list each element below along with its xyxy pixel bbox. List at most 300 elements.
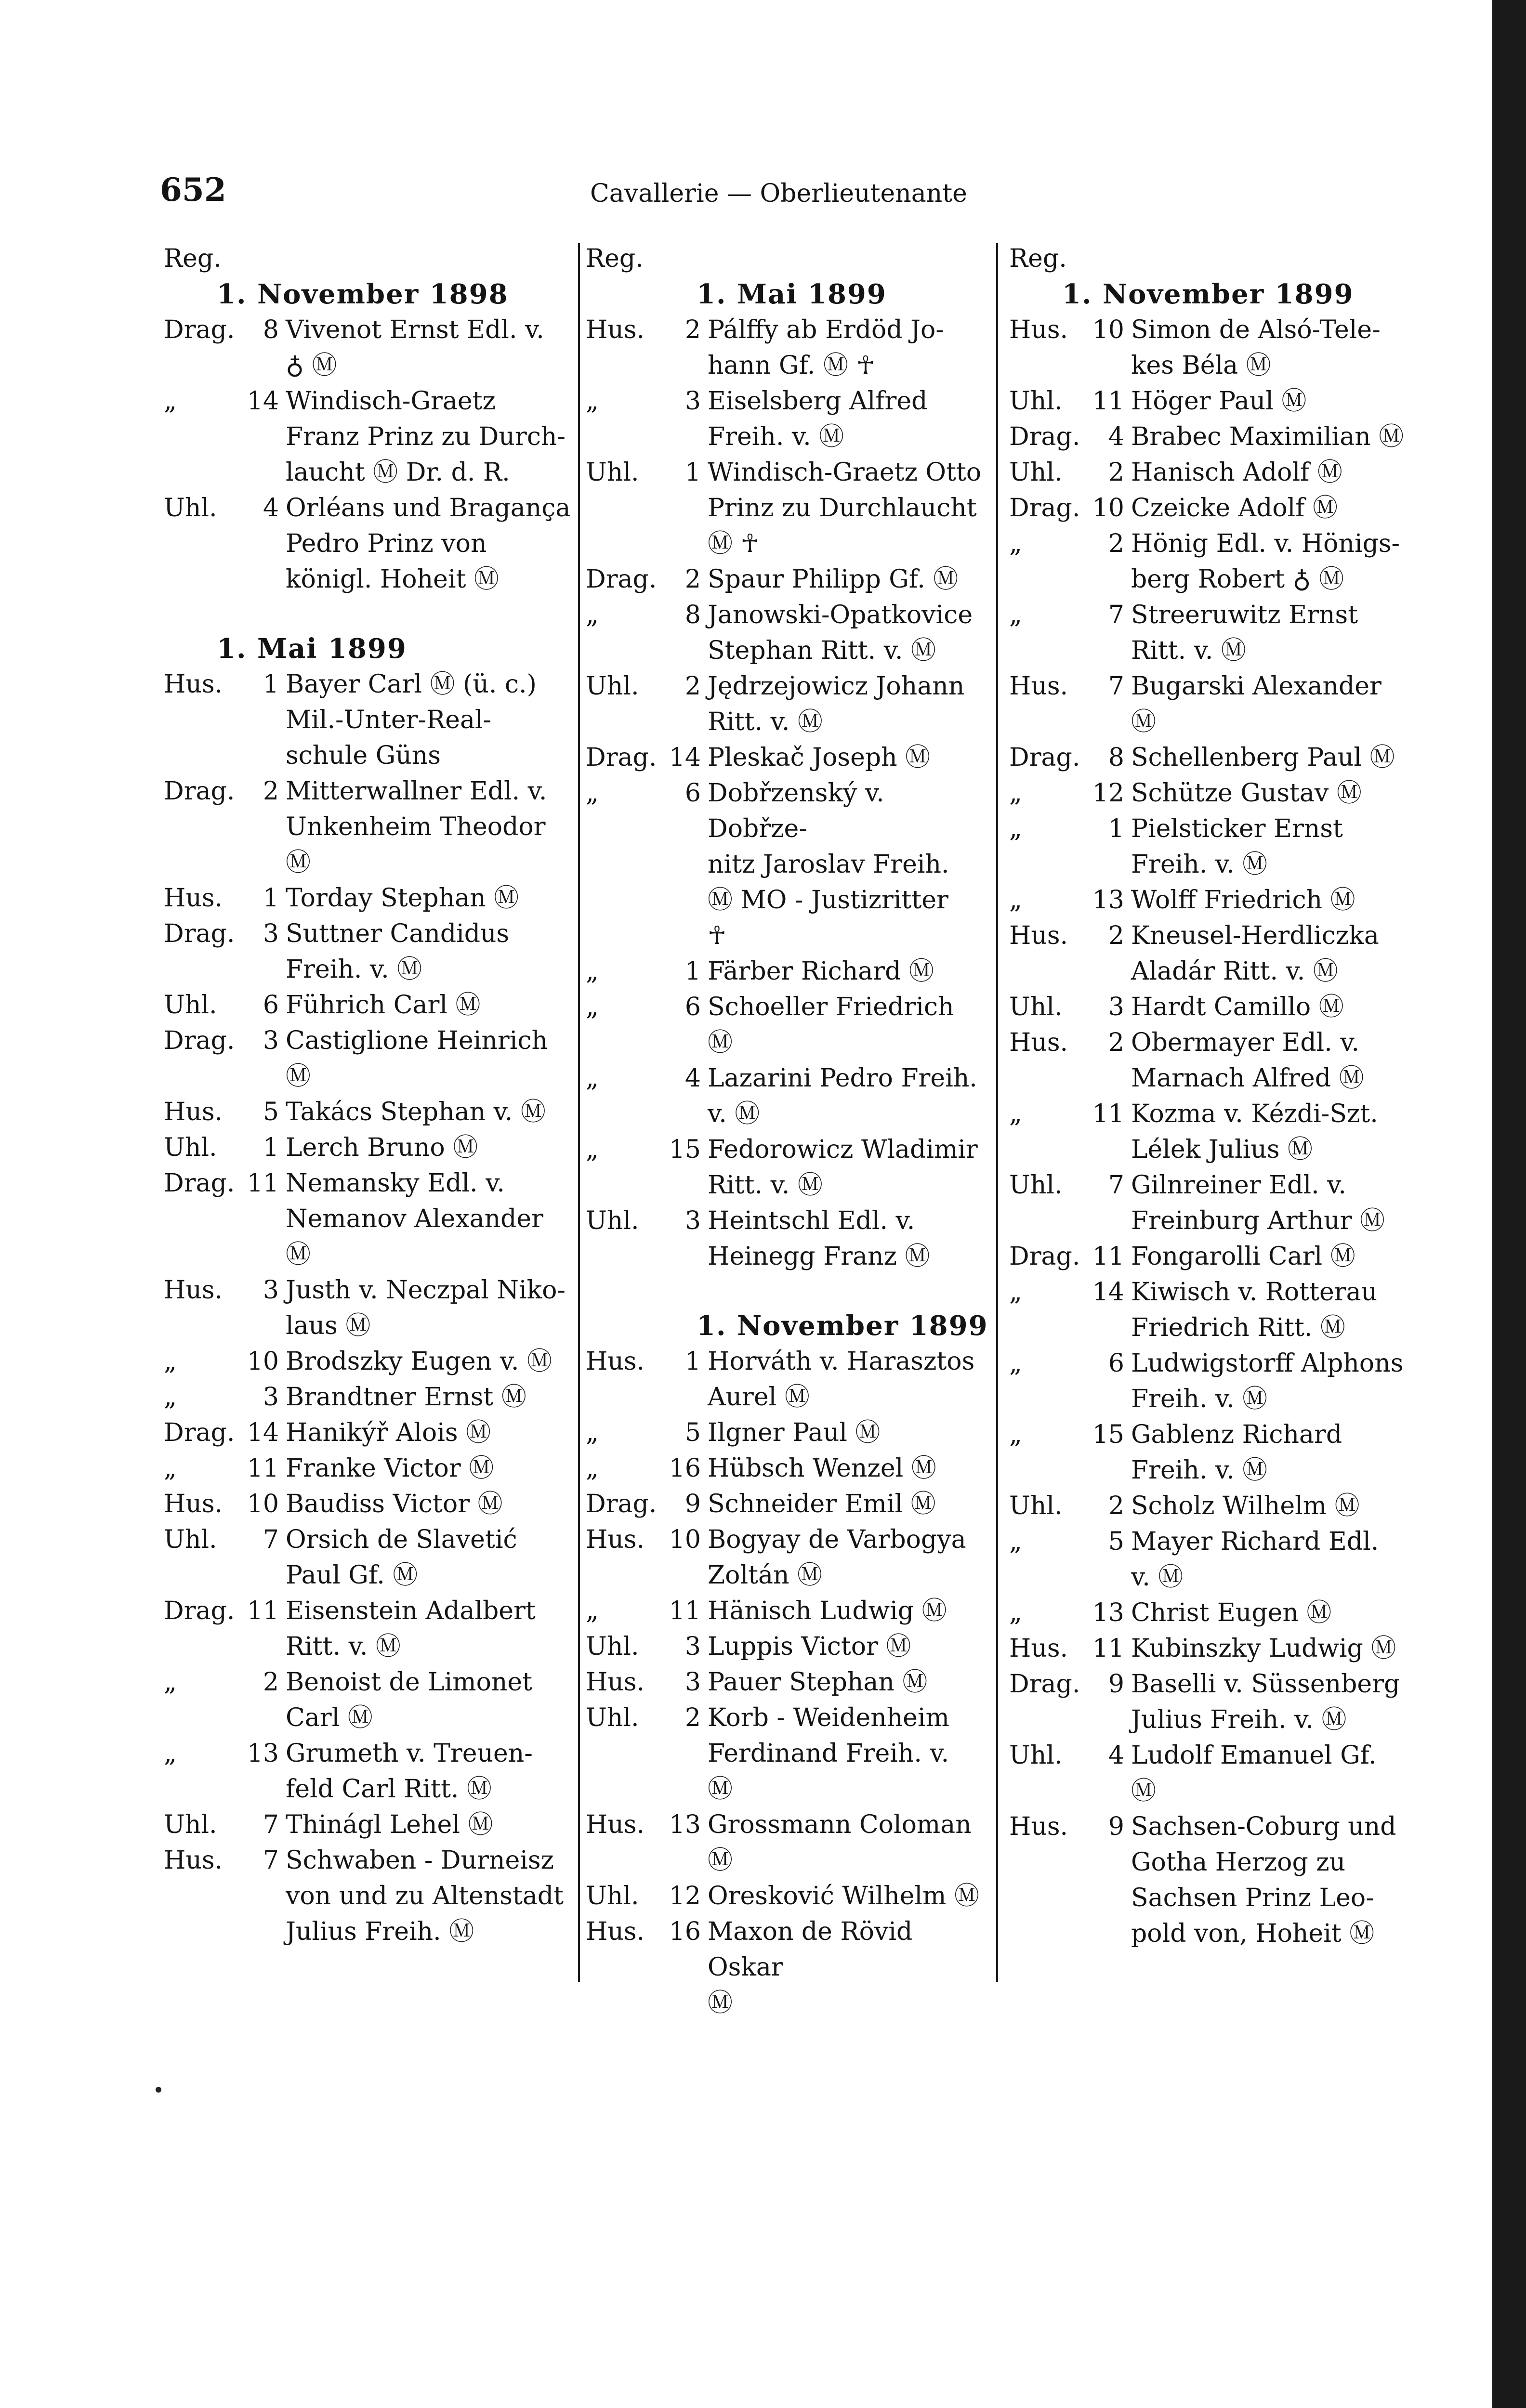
regiment-type: Uhl. — [586, 1882, 639, 1911]
regiment-number: 16 — [669, 1454, 701, 1483]
regiment-number: 2 — [1108, 921, 1124, 950]
regiment-number: 3 — [684, 387, 701, 416]
regiment-type: „ — [164, 387, 177, 416]
regiment-number: 3 — [263, 1026, 279, 1055]
officer-name: Torday Stephan Ⓜ — [286, 884, 519, 913]
regiment-type: Drag. — [1009, 1670, 1080, 1699]
regiment-number: 11 — [669, 1597, 701, 1625]
officer-name: Windisch-Graetz Franz Prinz zu Durch- laucht Ⓜ Dr. d. R. — [286, 387, 566, 487]
regiment-type: „ — [1009, 1349, 1022, 1378]
list-entry — [586, 597, 990, 668]
regiment-number: 3 — [263, 919, 279, 948]
list-entry — [164, 773, 571, 880]
regiment-number: 8 — [1108, 743, 1124, 772]
list-entry — [586, 1132, 990, 1203]
officer-name: Grumeth v. Treuen- feld Carl Ritt. Ⓜ — [286, 1739, 533, 1804]
list-entry — [164, 987, 571, 1023]
regiment-number: 2 — [684, 565, 701, 594]
regiment-number: 11 — [247, 1597, 279, 1625]
regiment-type: Hus. — [1009, 1812, 1068, 1841]
section-date-heading: 1. November 1898 — [217, 278, 509, 310]
list-entry — [164, 312, 571, 383]
officer-name: Obermayer Edl. v. Marnach Alfred Ⓜ — [1131, 1028, 1364, 1093]
officer-name: Brandtner Ernst Ⓜ — [286, 1383, 526, 1412]
regiment-number: 11 — [1092, 387, 1124, 416]
officer-name: Fongarolli Carl Ⓜ — [1131, 1242, 1355, 1271]
regiment-type: „ — [1009, 1099, 1022, 1128]
regiment-type: Uhl. — [1009, 1741, 1063, 1770]
regiment-number: 1 — [263, 670, 279, 699]
officer-name: Justh v. Neczpal Niko- laus Ⓜ — [286, 1276, 566, 1340]
officer-name: Windisch-Graetz Otto Prinz zu Durchlaucht Ⓜ ☥ — [708, 458, 982, 558]
list-entry — [586, 668, 990, 740]
officer-name: Hanisch Adolf Ⓜ — [1131, 458, 1342, 487]
officer-name: Christ Eugen Ⓜ — [1131, 1598, 1332, 1627]
regiment-number: 7 — [263, 1810, 279, 1839]
column-divider — [578, 243, 580, 1982]
list-entry — [1009, 455, 1414, 490]
officer-name: Thinágl Lehel Ⓜ — [286, 1810, 493, 1839]
regiment-number: 2 — [1108, 458, 1124, 487]
list-entry — [164, 1843, 571, 1950]
officer-name: Führich Carl Ⓜ — [286, 991, 481, 1020]
regiment-type: Uhl. — [1009, 458, 1063, 487]
regiment-type: Uhl. — [1009, 387, 1063, 416]
regiment-type: Hus. — [586, 1525, 645, 1554]
list-entry — [164, 1272, 571, 1344]
regiment-number: 4 — [684, 1064, 701, 1093]
officer-name: Sachsen-Coburg und Gotha Herzog zu Sachsen Prinz Leo- pold von, Hoheit Ⓜ — [1131, 1812, 1396, 1948]
regiment-number: 11 — [247, 1169, 279, 1198]
regiment-number: 12 — [669, 1882, 701, 1911]
regiment-number: 13 — [1092, 886, 1124, 915]
regiment-type: Hus. — [164, 1276, 223, 1305]
regiment-number: 11 — [1092, 1099, 1124, 1128]
section-date-heading: 1. Mai 1899 — [217, 633, 407, 665]
list-entry — [164, 880, 571, 916]
list-entry — [1009, 1666, 1414, 1738]
regiment-type: „ — [586, 1597, 599, 1625]
regiment-type: Hus. — [586, 1917, 645, 1946]
regiment-type: „ — [164, 1454, 177, 1483]
reg-label: Reg. — [164, 244, 222, 273]
officer-name: Gilnreiner Edl. v. Freinburg Arthur Ⓜ — [1131, 1171, 1385, 1235]
regiment-number: 4 — [263, 494, 279, 523]
officer-name: Bayer Carl Ⓜ (ü. c.) Mil.-Unter-Real- schule Güns — [286, 670, 537, 770]
section-date-heading: 1. November 1899 — [1062, 278, 1354, 310]
officer-name: Baudiss Victor Ⓜ — [286, 1490, 503, 1518]
officer-name: Schellenberg Paul Ⓜ — [1131, 743, 1395, 772]
regiment-number: 14 — [669, 743, 701, 772]
regiment-number: 7 — [263, 1846, 279, 1875]
regiment-type: Drag. — [164, 1418, 235, 1447]
list-entry — [586, 1060, 990, 1132]
regiment-number: 11 — [247, 1454, 279, 1483]
officer-name: Hänisch Ludwig Ⓜ — [708, 1597, 947, 1625]
regiment-type: Uhl. — [164, 494, 217, 523]
officer-name: Spaur Philipp Gf. Ⓜ — [708, 565, 959, 594]
officer-name: Kiwisch v. Rotterau Friedrich Ritt. Ⓜ — [1131, 1278, 1378, 1342]
officer-name: Bogyay de Varbogya Zoltán Ⓜ — [708, 1525, 966, 1590]
regiment-type: „ — [164, 1668, 177, 1697]
list-entry — [164, 916, 571, 987]
officer-name: Maxon de Rövid Oskar Ⓜ — [708, 1917, 913, 2017]
regiment-number: 2 — [1108, 1492, 1124, 1520]
regiment-type: Uhl. — [164, 1525, 217, 1554]
officer-name: Jędrzejowicz Johann Ritt. v. Ⓜ — [708, 672, 965, 736]
list-entry — [164, 667, 571, 773]
column-2 — [586, 241, 990, 2021]
officer-name: Lerch Bruno Ⓜ — [286, 1133, 478, 1162]
regiment-type: „ — [1009, 886, 1022, 915]
regiment-number: 16 — [669, 1917, 701, 1946]
officer-name: Horváth v. Harasztos Aurel Ⓜ — [708, 1347, 975, 1412]
list-entry — [586, 954, 990, 989]
section-date-heading: 1. Mai 1899 — [697, 278, 887, 310]
officer-name: Orsich de Slavetić Paul Gf. Ⓜ — [286, 1525, 517, 1590]
reg-label: Reg. — [586, 244, 644, 273]
officer-name: Schwaben - Durneisz von und zu Altenstadt Julius Freih. Ⓜ — [286, 1846, 564, 1946]
regiment-number: 2 — [684, 1703, 701, 1732]
list-entry — [1009, 1524, 1414, 1595]
officer-name: Luppis Victor Ⓜ — [708, 1632, 911, 1661]
officer-name: Schoeller Friedrich Ⓜ — [708, 993, 954, 1057]
list-entry — [1009, 668, 1414, 740]
list-entry — [586, 740, 990, 775]
regiment-number: 6 — [684, 993, 701, 1021]
officer-name: Simon de Alsó-Tele- kes Béla Ⓜ — [1131, 315, 1381, 380]
list-entry — [164, 1664, 571, 1736]
regiment-number: 13 — [247, 1739, 279, 1768]
list-entry — [586, 1700, 990, 1807]
list-entry — [586, 1914, 990, 2021]
list-entry — [164, 1522, 571, 1593]
list-entry — [164, 1130, 571, 1165]
regiment-type: „ — [164, 1347, 177, 1376]
regiment-number: 10 — [247, 1490, 279, 1518]
reg-label: Reg. — [1009, 244, 1067, 273]
regiment-number: 3 — [684, 1632, 701, 1661]
list-entry — [164, 1379, 571, 1415]
regiment-number: 10 — [1092, 494, 1124, 523]
regiment-number: 1 — [684, 957, 701, 986]
officer-name: Schneider Emil Ⓜ — [708, 1490, 936, 1518]
officer-name: Baselli v. Süssenberg Julius Freih. v. Ⓜ — [1131, 1670, 1400, 1734]
regiment-number: 14 — [247, 1418, 279, 1447]
officer-name: Eisenstein Adalbert Ritt. v. Ⓜ — [286, 1597, 536, 1661]
list-entry — [164, 1094, 571, 1130]
stray-dot — [156, 2087, 161, 2093]
list-entry — [586, 1629, 990, 1664]
regiment-number: 13 — [669, 1810, 701, 1839]
list-entry — [1009, 419, 1414, 455]
list-entry — [1009, 1274, 1414, 1346]
officer-name: Vivenot Ernst Edl. v. ♁ Ⓜ — [286, 315, 544, 380]
regiment-number: 3 — [1108, 993, 1124, 1021]
list-entry — [1009, 490, 1414, 526]
scan-edge — [1492, 0, 1526, 2408]
list-entry — [164, 1593, 571, 1664]
regiment-number: 6 — [1108, 1349, 1124, 1378]
regiment-type: „ — [1009, 814, 1022, 843]
regiment-type: „ — [164, 1383, 177, 1412]
regiment-type: Hus. — [586, 1810, 645, 1839]
regiment-type: Uhl. — [1009, 993, 1063, 1021]
officer-name: Kubinszky Ludwig Ⓜ — [1131, 1634, 1396, 1663]
regiment-number: 5 — [1108, 1527, 1124, 1556]
regiment-number: 3 — [684, 1668, 701, 1697]
regiment-type: Drag. — [1009, 494, 1080, 523]
regiment-type: Hus. — [586, 1347, 645, 1376]
regiment-type: Uhl. — [1009, 1171, 1063, 1200]
regiment-type: Uhl. — [164, 1810, 217, 1839]
officer-name: Brodszky Eugen v. Ⓜ — [286, 1347, 552, 1376]
regiment-type: Uhl. — [586, 458, 639, 487]
regiment-type: Drag. — [586, 743, 657, 772]
column-divider — [996, 243, 998, 1982]
regiment-type: Uhl. — [586, 1632, 639, 1661]
regiment-type: Uhl. — [164, 991, 217, 1020]
list-entry — [586, 1344, 990, 1415]
regiment-type: „ — [586, 957, 599, 986]
regiment-type: Uhl. — [586, 672, 639, 701]
regiment-type: Hus. — [1009, 672, 1068, 701]
list-entry — [586, 455, 990, 562]
regiment-type: Hus. — [1009, 1634, 1068, 1663]
list-entry — [586, 1203, 990, 1274]
regiment-type: „ — [586, 601, 599, 629]
section-gap — [164, 597, 571, 631]
regiment-number: 1 — [263, 884, 279, 913]
officer-name: Wolff Friedrich Ⓜ — [1131, 886, 1355, 915]
list-entry — [586, 1664, 990, 1700]
list-entry — [1009, 312, 1414, 383]
list-entry — [586, 312, 990, 383]
officer-name: Takács Stephan v. Ⓜ — [286, 1098, 546, 1126]
regiment-number: 8 — [263, 315, 279, 344]
regiment-number: 2 — [684, 672, 701, 701]
officer-name: Schütze Gustav Ⓜ — [1131, 779, 1362, 808]
list-entry — [164, 1165, 571, 1272]
regiment-type: Drag. — [586, 565, 657, 594]
officer-name: Grossmann Coloman Ⓜ — [708, 1810, 972, 1875]
list-entry — [1009, 1809, 1414, 1951]
regiment-number: 15 — [1092, 1420, 1124, 1449]
officer-name: Fedorowicz Wladimir Ritt. v. Ⓜ — [708, 1135, 978, 1200]
regiment-number: 10 — [669, 1525, 701, 1554]
regiment-type: Drag. — [586, 1490, 657, 1518]
regiment-number: 6 — [263, 991, 279, 1020]
officer-name: Mitterwallner Edl. v. Unkenheim Theodor Ⓜ — [286, 777, 547, 877]
regiment-type: Hus. — [1009, 1028, 1068, 1057]
list-entry — [164, 1344, 571, 1379]
regiment-type: Hus. — [164, 670, 223, 699]
list-entry — [1009, 1488, 1414, 1524]
regiment-type: Hus. — [586, 315, 645, 344]
list-entry — [1009, 882, 1414, 918]
regiment-type: „ — [1009, 1598, 1022, 1627]
regiment-number: 5 — [684, 1418, 701, 1447]
list-entry — [586, 989, 990, 1060]
regiment-number: 10 — [247, 1347, 279, 1376]
regiment-type: „ — [164, 1739, 177, 1768]
officer-name: Janowski-Opatkovice Stephan Ritt. v. Ⓜ — [708, 601, 973, 665]
regiment-number: 7 — [1108, 672, 1124, 701]
regiment-number: 2 — [1108, 1028, 1124, 1057]
list-entry — [1009, 918, 1414, 989]
list-entry — [586, 1522, 990, 1593]
regiment-type: „ — [586, 993, 599, 1021]
regiment-type: Hus. — [164, 1098, 223, 1126]
officer-name: Kneusel-Herdliczka Aladár Ritt. v. Ⓜ — [1131, 921, 1379, 986]
regiment-type: Uhl. — [164, 1133, 217, 1162]
list-entry — [164, 490, 571, 597]
list-entry — [586, 1486, 990, 1522]
list-entry — [1009, 1346, 1414, 1417]
regiment-number: 2 — [263, 1668, 279, 1697]
list-entry — [586, 383, 990, 455]
regiment-number: 6 — [684, 779, 701, 808]
officer-name: Lazarini Pedro Freih. v. Ⓜ — [708, 1064, 977, 1128]
section-gap — [586, 1274, 990, 1308]
column-1 — [164, 241, 571, 1950]
regiment-type: „ — [1009, 1527, 1022, 1556]
regiment-number: 1 — [684, 1347, 701, 1376]
officer-name: Ludolf Emanuel Gf. Ⓜ — [1131, 1741, 1377, 1806]
list-entry — [164, 383, 571, 490]
regiment-number: 3 — [684, 1206, 701, 1235]
regiment-type: Drag. — [164, 919, 235, 948]
regiment-number: 3 — [263, 1383, 279, 1412]
regiment-number: 4 — [1108, 422, 1124, 451]
regiment-type: „ — [586, 1135, 599, 1164]
list-entry — [586, 1451, 990, 1486]
list-entry — [1009, 1595, 1414, 1631]
regiment-type: Drag. — [164, 1169, 235, 1198]
officer-name: Pálffy ab Erdöd Jo- hann Gf. Ⓜ ☥ — [708, 315, 944, 380]
regiment-number: 1 — [684, 458, 701, 487]
regiment-type: Hus. — [164, 1846, 223, 1875]
regiment-type: Drag. — [164, 777, 235, 806]
list-entry — [1009, 1025, 1414, 1096]
regiment-number: 9 — [1108, 1670, 1124, 1699]
list-entry — [1009, 597, 1414, 668]
list-entry — [1009, 740, 1414, 775]
regiment-number: 2 — [1108, 529, 1124, 558]
regiment-type: Hus. — [1009, 921, 1068, 950]
list-entry — [1009, 811, 1414, 882]
list-entry — [1009, 1167, 1414, 1239]
regiment-number: 8 — [684, 601, 701, 629]
regiment-type: „ — [586, 779, 599, 808]
list-entry — [1009, 989, 1414, 1025]
officer-name: Brabec Maximilian Ⓜ — [1131, 422, 1404, 451]
officer-name: Franke Victor Ⓜ — [286, 1454, 494, 1483]
regiment-number: 4 — [1108, 1741, 1124, 1770]
regiment-number: 11 — [1092, 1634, 1124, 1663]
regiment-type: Drag. — [1009, 1242, 1080, 1271]
regiment-number: 11 — [1092, 1242, 1124, 1271]
regiment-number: 9 — [1108, 1812, 1124, 1841]
officer-name: Nemansky Edl. v. Nemanov Alexander Ⓜ — [286, 1169, 543, 1269]
officer-name: Oresković Wilhelm Ⓜ — [708, 1882, 979, 1911]
officer-name: Benoist de Limonet Carl Ⓜ — [286, 1668, 533, 1732]
officer-name: Ludwigstorff Alphons Freih. v. Ⓜ — [1131, 1349, 1404, 1413]
list-entry — [586, 1415, 990, 1451]
list-entry — [1009, 1096, 1414, 1167]
regiment-type: „ — [1009, 1278, 1022, 1307]
regiment-number: 10 — [1092, 315, 1124, 344]
regiment-number: 1 — [1108, 814, 1124, 843]
regiment-type: Hus. — [1009, 315, 1068, 344]
regiment-number: 14 — [247, 387, 279, 416]
page-number: 652 — [160, 171, 226, 209]
list-entry — [586, 775, 990, 954]
column-3 — [1009, 241, 1414, 1951]
regiment-type: Uhl. — [1009, 1492, 1063, 1520]
list-entry — [1009, 383, 1414, 419]
officer-name: Castiglione Heinrich Ⓜ — [286, 1026, 548, 1091]
regiment-number: 2 — [263, 777, 279, 806]
regiment-type: Hus. — [164, 1490, 223, 1518]
regiment-type: „ — [586, 1454, 599, 1483]
regiment-type: Drag. — [164, 315, 235, 344]
regiment-type: „ — [586, 1064, 599, 1093]
list-entry — [164, 1486, 571, 1522]
list-entry — [586, 1807, 990, 1878]
regiment-number: 5 — [263, 1098, 279, 1126]
regiment-number: 7 — [263, 1525, 279, 1554]
list-entry — [164, 1451, 571, 1486]
officer-name: Czeicke Adolf Ⓜ — [1131, 494, 1338, 523]
regiment-number: 12 — [1092, 779, 1124, 808]
officer-name: Höger Paul Ⓜ — [1131, 387, 1307, 416]
officer-name: Dobřzenský v. Dobřze- nitz Jaroslav Freih. Ⓜ MO - Justizritter ☥ — [708, 779, 949, 950]
section-date-heading: 1. November 1899 — [697, 1310, 988, 1342]
list-entry — [164, 1415, 571, 1451]
regiment-type: „ — [1009, 779, 1022, 808]
officer-name: Kozma v. Kézdi-Szt. Lélek Julius Ⓜ — [1131, 1099, 1378, 1164]
officer-name: Hardt Camillo Ⓜ — [1131, 993, 1344, 1021]
regiment-type: „ — [1009, 529, 1022, 558]
officer-name: Streeruwitz Ernst Ritt. v. Ⓜ — [1131, 601, 1358, 665]
list-entry — [1009, 775, 1414, 811]
regiment-number: 7 — [1108, 601, 1124, 629]
regiment-type: Hus. — [586, 1668, 645, 1697]
list-entry — [1009, 1417, 1414, 1488]
officer-name: Orléans und Bragança Pedro Prinz von königl. Hoheit Ⓜ — [286, 494, 571, 594]
regiment-type: „ — [586, 1418, 599, 1447]
officer-name: Pauer Stephan Ⓜ — [708, 1668, 928, 1697]
officer-name: Ilgner Paul Ⓜ — [708, 1418, 881, 1447]
list-entry — [586, 562, 990, 597]
list-entry — [1009, 1738, 1414, 1809]
officer-name: Suttner Candidus Freih. v. Ⓜ — [286, 919, 510, 984]
running-head: Cavallerie — Oberlieutenante — [590, 179, 967, 208]
regiment-number: 2 — [684, 315, 701, 344]
officer-name: Gablenz Richard Freih. v. Ⓜ — [1131, 1420, 1342, 1485]
officer-name: Pleskač Joseph Ⓜ — [708, 743, 931, 772]
officer-name: Hanikýř Alois Ⓜ — [286, 1418, 491, 1447]
regiment-number: 7 — [1108, 1171, 1124, 1200]
regiment-type: Hus. — [164, 884, 223, 913]
officer-name: Heintschl Edl. v. Heinegg Franz Ⓜ — [708, 1206, 930, 1271]
officer-name: Scholz Wilhelm Ⓜ — [1131, 1492, 1360, 1520]
regiment-number: 14 — [1092, 1278, 1124, 1307]
regiment-number: 13 — [1092, 1598, 1124, 1627]
list-entry — [164, 1807, 571, 1843]
regiment-type: „ — [586, 387, 599, 416]
